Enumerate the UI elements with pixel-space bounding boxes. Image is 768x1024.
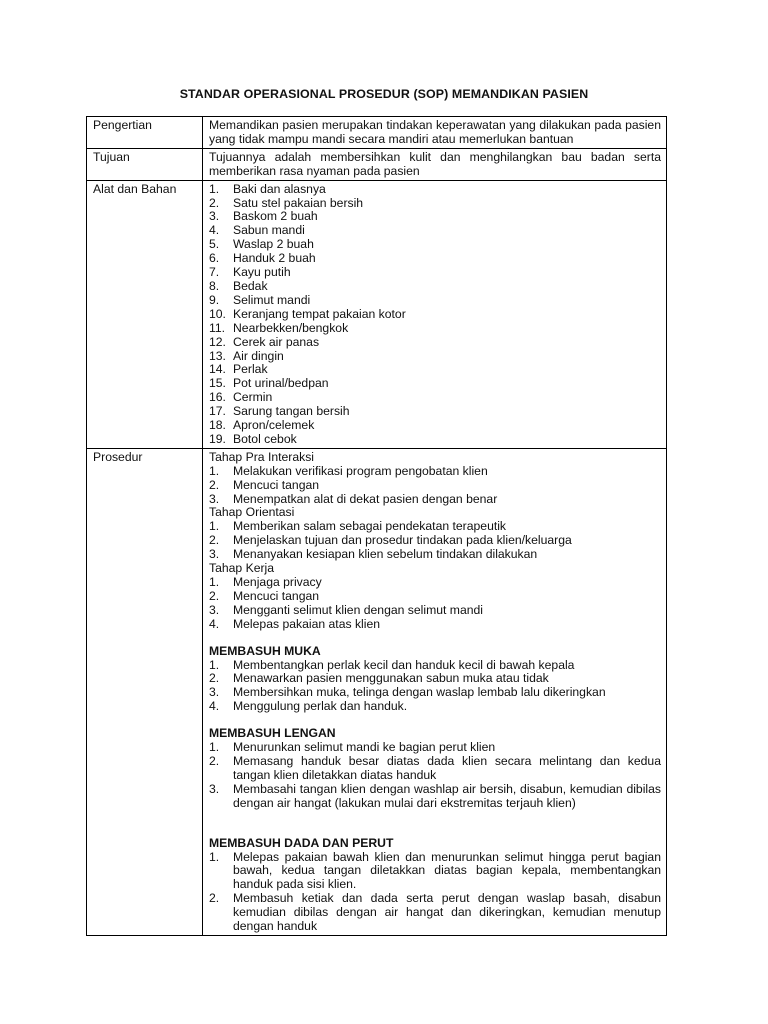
list-item-text: Botol cebok [233,431,297,446]
list-item-number: 17. [209,404,226,419]
heading-membasuh-muka: MEMBASUH MUKA [209,643,321,658]
list-item-number: 2. [209,753,220,768]
list-item-text: Mengganti selimut klien dengan selimut mandi [233,602,483,617]
kerja-list [209,576,661,632]
list-item-number: 13. [209,348,226,363]
row-pengertian [87,117,667,149]
list-item [209,224,661,238]
list-item-number: 1. [209,657,220,672]
list-item-number: 19. [209,431,226,446]
list-item [209,280,661,294]
list-item [209,210,661,224]
list-item [209,377,661,391]
prosedur-cell [203,448,667,935]
list-item-number: 4. [209,699,220,714]
list-item-text: Melepas pakaian bawah klien dan menurunkan selimut hingga perut bagian bawah, kedua tangan diletakkan diatas bagian kepala, membentangkan handuk pada sisi klien. [233,849,661,892]
pra-interaksi-list [209,465,661,507]
stage-title-pra-interaksi: Tahap Pra Interaksi [209,449,315,464]
list-item-number: 1. [209,181,220,196]
list-item [209,433,661,447]
list-item-number: 1. [209,740,220,755]
row-tujuan [87,148,667,180]
list-item-text: Sarung tangan bersih [233,404,350,419]
list-item-number: 3. [209,602,220,617]
list-item-text: Menurunkan selimut mandi ke bagian perut klien [233,740,496,755]
list-item [209,618,661,632]
list-item-text: Menjelaskan tujuan dan prosedur tindakan pada klien/keluarga [233,533,572,548]
membasuh-dada-perut-list [209,851,661,934]
list-item-text: Menempatkan alat di dekat pasien dengan benar [233,491,498,506]
list-item-text: Cermin [233,390,273,405]
list-item [209,252,661,266]
list-item [209,419,661,433]
list-item-text: Cerek air panas [233,334,320,349]
list-item [209,851,661,893]
label-alat-bahan: Alat dan Bahan [87,180,203,448]
list-item [209,686,661,700]
list-item-number: 8. [209,278,220,293]
membasuh-lengan-list [209,741,661,811]
document-title: STANDAR OPERASIONAL PROSEDUR (SOP) MEMANDIKAN PASIEN [179,87,589,101]
list-item-text: Membersihkan muka, telinga dengan waslap lembab lalu dikeringkan [233,685,606,700]
text-pengertian: Memandikan pasien merupakan tindakan keperawatan yang dilakukan pada pasien yang tidak mampu mandi secara mandiri atau memerlukan bantuan [203,117,667,149]
list-item-number: 2. [209,588,220,603]
list-item [209,534,661,548]
list-item-number: 14. [209,362,226,377]
stage-title-orientasi: Tahap Orientasi [209,505,295,520]
row-alat-bahan [87,180,667,448]
list-item-text: Handuk 2 buah [233,251,316,266]
list-item [209,363,661,377]
list-item-number: 11. [209,320,226,335]
list-item-number: 1. [209,849,220,864]
list-item-text: Memasang handuk besar diatas dada klien secara melintang dan kedua tangan klien diletakkan diatas handuk [233,753,661,782]
list-item-text: Membasahi tangan klien dengan washlap air bersih, disabun, kemudian dibilas dengan air hangat (lakukan mulai dari ekstremitas terjauh klien) [233,781,661,810]
list-item-text: Selimut mandi [233,292,311,307]
row-prosedur [87,448,667,935]
list-item [209,405,661,419]
list-item-text: Menggulung perlak dan handuk. [233,699,408,714]
list-item [209,391,661,405]
list-item [209,479,661,493]
list-item [209,604,661,618]
list-item-text: Kayu putih [233,265,291,280]
list-item-number: 12. [209,334,226,349]
list-item-number: 3. [209,491,220,506]
label-tujuan: Tujuan [87,148,203,180]
orientasi-list [209,520,661,562]
list-item-number: 2. [209,477,220,492]
list-item [209,576,661,590]
list-item-number: 2. [209,671,220,686]
list-item [209,183,661,197]
list-item-number: 2. [209,891,220,906]
list-item-text: Bedak [233,278,268,293]
list-item [209,520,661,534]
text-tujuan: Tujuannya adalah membersihkan kulit dan menghilangkan bau badan serta memberikan rasa nyaman pada pasien [203,148,667,180]
list-item-number: 10. [209,306,226,321]
list-item [209,741,661,755]
list-item [209,755,661,783]
list-item-number: 4. [209,223,220,238]
list-item-text: Baki dan alasnya [233,181,326,196]
list-item-number: 4. [209,616,220,631]
list-item-number: 5. [209,237,220,252]
list-item-text: Air dingin [233,348,284,363]
sop-table [86,116,667,936]
list-item-number: 2. [209,533,220,548]
list-item [209,266,661,280]
list-item-text: Menjaga privacy [233,575,322,589]
list-item-number: 6. [209,251,220,266]
label-pengertian: Pengertian [87,117,203,149]
list-item-number: 3. [209,547,220,562]
list-item-text: Sabun mandi [233,223,305,238]
list-item [209,238,661,252]
list-item-text: Menawarkan pasien menggunakan sabun muka atau tidak [233,671,549,686]
list-item-text: Perlak [233,362,268,377]
list-item-text: Baskom 2 buah [233,209,318,224]
list-item-text: Mencuci tangan [233,588,320,603]
list-item-text: Melepas pakaian atas klien [233,616,381,631]
list-item-text: Nearbekken/bengkok [233,320,349,335]
list-item-number: 3. [209,781,220,796]
list-item-number: 1. [209,519,220,534]
list-item-number: 9. [209,292,220,307]
list-item [209,892,661,934]
list-item [209,350,661,364]
list-item-text: Menanyakan kesiapan klien sebelum tindakan dilakukan [233,547,538,562]
list-item [209,783,661,811]
list-item [209,465,661,479]
list-item-number: 3. [209,685,220,700]
list-item-text: Waslap 2 buah [233,237,314,252]
list-item-number: 15. [209,376,226,391]
list-item-text: Satu stel pakaian bersih [233,195,364,210]
list-item [209,493,661,507]
list-item-text: Melakukan verifikasi program pengobatan klien [233,463,488,478]
list-item [209,659,661,673]
heading-membasuh-dada-perut: MEMBASUH DADA DAN PERUT [209,835,394,850]
list-item-number: 3. [209,209,220,224]
list-item [209,197,661,211]
list-item-text: Apron/celemek [233,418,315,433]
list-item-text: Memberikan salam sebagai pendekatan terapeutik [233,519,507,534]
list-item-text: Membentangkan perlak kecil dan handuk kecil di bawah kepala [233,657,575,672]
list-item [209,548,661,562]
list-item-number: 18. [209,418,226,433]
list-item [209,336,661,350]
alat-bahan-cell [203,180,667,448]
list-item [209,322,661,336]
heading-membasuh-lengan: MEMBASUH LENGAN [209,726,336,741]
list-item-text: Mencuci tangan [233,477,320,492]
list-item-text: Keranjang tempat pakaian kotor [233,306,406,321]
list-item-number: 1. [209,575,220,589]
list-item-number: 7. [209,265,220,280]
list-item [209,700,661,714]
list-item-text: Pot urinal/bedpan [233,376,329,391]
stage-title-kerja: Tahap Kerja [209,561,275,576]
alat-bahan-list [209,183,661,447]
label-prosedur: Prosedur [87,448,203,935]
list-item-text: Membasuh ketiak dan dada serta perut dengan waslap basah, disabun kemudian dibilas dengan air hangat dan dikeringkan, kemudian menutup dengan handuk [233,891,661,934]
list-item-number: 1. [209,463,220,478]
list-item [209,308,661,322]
list-item [209,672,661,686]
list-item-number: 2. [209,195,220,210]
membasuh-muka-list [209,659,661,715]
list-item [209,590,661,604]
list-item-number: 16. [209,390,226,405]
list-item [209,294,661,308]
